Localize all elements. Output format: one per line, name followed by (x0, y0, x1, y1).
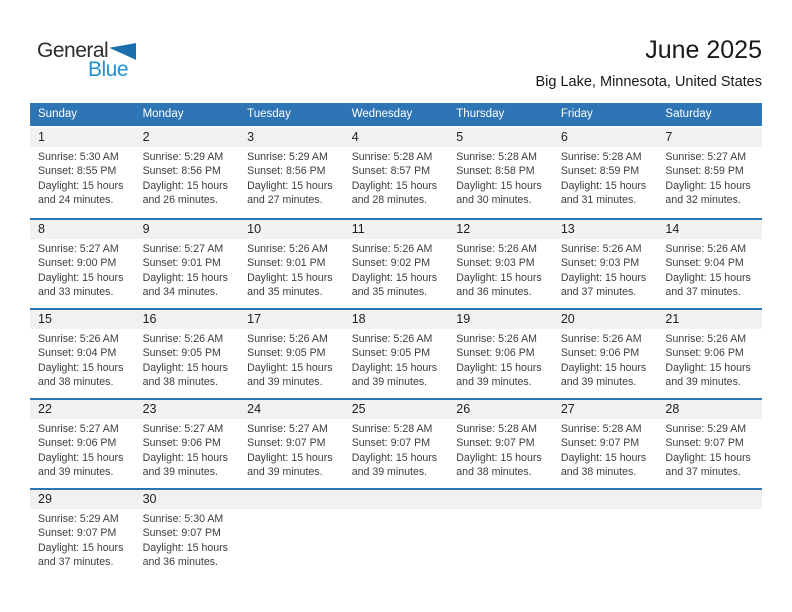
day-detail-line: Sunrise: 5:29 AM (142, 151, 224, 163)
day-detail-line: Daylight: 15 hours (247, 451, 333, 464)
day-detail-line: Sunset: 8:57 PM (351, 165, 431, 178)
day-number: 8 (38, 222, 45, 236)
day-detail-line: and 31 minutes. (560, 194, 637, 207)
day-detail-line: Sunrise: 5:27 AM (665, 151, 747, 163)
weeks-container (30, 128, 762, 578)
day-detail-line: and 36 minutes. (456, 286, 532, 299)
day-cell-details (30, 239, 135, 300)
day-detail-line: and 36 minutes. (142, 556, 218, 569)
day-detail-line: and 39 minutes. (247, 376, 323, 389)
day-detail-line: Daylight: 15 hours (665, 451, 751, 464)
day-number: 5 (456, 130, 464, 144)
day-detail-line: Daylight: 15 hours (38, 179, 124, 192)
day-detail-line: Sunset: 9:04 PM (38, 347, 117, 360)
day-detail-line: Daylight: 15 hours (560, 361, 647, 374)
day-cell-details (239, 239, 344, 300)
day-number: 28 (665, 402, 680, 416)
day-detail-line: Sunset: 9:06 PM (456, 347, 535, 360)
day-number: 22 (38, 402, 52, 416)
day-number-strip (30, 490, 762, 509)
day-number: 29 (38, 492, 52, 506)
day-cell-details (344, 239, 449, 300)
day-number: 16 (142, 312, 157, 326)
day-detail-line: Sunset: 9:01 PM (142, 257, 221, 270)
day-detail-line: and 39 minutes. (142, 466, 218, 479)
day-detail-line: and 38 minutes. (142, 376, 218, 389)
day-cell-details (657, 329, 762, 390)
empty-day-number (657, 490, 762, 509)
day-detail-line: Daylight: 15 hours (38, 451, 124, 464)
day-detail-line: Daylight: 15 hours (142, 179, 228, 192)
day-number-strip (30, 400, 762, 419)
day-detail-line: Sunrise: 5:28 AM (456, 423, 537, 435)
day-cell-details (657, 239, 762, 300)
day-number: 1 (38, 130, 45, 144)
general-blue-logo (37, 40, 136, 80)
weekday-header-tuesday: Tuesday (247, 108, 291, 120)
empty-day-number (239, 490, 344, 509)
day-detail-line: Sunset: 9:03 PM (560, 257, 640, 270)
day-number: 17 (247, 312, 262, 326)
empty-day-cell (553, 509, 658, 570)
day-detail-line: Sunset: 9:07 PM (456, 437, 535, 450)
title-block (312, 36, 762, 90)
day-detail-line: Daylight: 15 hours (247, 361, 333, 374)
day-number: 11 (351, 222, 365, 236)
day-details-row (30, 419, 762, 480)
day-detail-line: Daylight: 15 hours (560, 179, 647, 192)
day-detail-line: Daylight: 15 hours (38, 361, 124, 374)
day-detail-line: Sunset: 9:02 PM (351, 257, 431, 270)
weekday-header-wednesday: Wednesday (351, 108, 413, 120)
day-detail-line: Sunrise: 5:26 AM (560, 243, 642, 255)
day-cell-details (448, 239, 553, 300)
day-number: 21 (665, 312, 680, 326)
day-detail-line: and 39 minutes. (247, 466, 323, 479)
day-detail-line: Sunrise: 5:26 AM (142, 333, 224, 345)
day-detail-line: and 39 minutes. (351, 466, 428, 479)
day-detail-line: Sunset: 8:59 PM (665, 165, 744, 178)
day-detail-line: Sunset: 9:01 PM (247, 257, 326, 270)
day-detail-line: and 39 minutes. (560, 376, 637, 389)
day-detail-line: Sunset: 9:05 PM (142, 347, 221, 360)
day-detail-line: Daylight: 15 hours (38, 541, 124, 554)
day-detail-line: and 32 minutes. (665, 194, 741, 207)
day-detail-line: and 37 minutes. (665, 286, 741, 299)
day-number-strip (30, 128, 762, 147)
week-row (30, 308, 762, 398)
empty-day-cell (657, 509, 762, 570)
day-detail-line: Daylight: 15 hours (665, 271, 751, 284)
day-number: 3 (247, 130, 255, 144)
logo-text-general: General (37, 39, 109, 62)
day-detail-line: Sunset: 9:07 PM (142, 527, 221, 540)
day-detail-line: Sunset: 9:07 PM (665, 437, 744, 450)
day-detail-line: Sunset: 9:03 PM (456, 257, 535, 270)
day-detail-line: Daylight: 15 hours (247, 179, 333, 192)
day-number: 30 (142, 492, 157, 506)
day-detail-line: Sunset: 9:06 PM (142, 437, 221, 450)
day-number: 26 (456, 402, 471, 416)
day-detail-line: Daylight: 15 hours (142, 271, 228, 284)
day-cell-details (448, 147, 553, 208)
day-detail-line: Sunset: 9:07 PM (38, 527, 117, 540)
day-number-strip (30, 220, 762, 239)
day-cell-details (448, 329, 553, 390)
day-detail-line: Sunset: 8:59 PM (560, 165, 640, 178)
day-detail-line: Daylight: 15 hours (142, 541, 228, 554)
day-detail-line: Sunrise: 5:27 AM (247, 423, 328, 435)
day-cell-details (135, 329, 240, 390)
day-detail-line: Sunset: 9:06 PM (665, 347, 744, 360)
empty-day-cell (344, 509, 449, 570)
day-detail-line: Sunrise: 5:27 AM (38, 243, 119, 255)
day-number: 27 (560, 402, 575, 416)
day-detail-line: and 33 minutes. (38, 286, 114, 299)
day-detail-line: Sunrise: 5:27 AM (142, 423, 224, 435)
day-detail-line: Daylight: 15 hours (142, 451, 228, 464)
month-title: June 2025 (645, 36, 762, 64)
day-cell-details (239, 419, 344, 480)
day-number: 10 (247, 222, 262, 236)
day-detail-line: and 27 minutes. (247, 194, 323, 207)
calendar-grid (30, 103, 762, 578)
day-detail-line: Daylight: 15 hours (456, 361, 542, 374)
day-number: 4 (351, 130, 359, 144)
empty-day-number (553, 490, 658, 509)
day-detail-line: and 35 minutes. (351, 286, 428, 299)
day-detail-line: Sunset: 9:07 PM (351, 437, 431, 450)
day-detail-line: Daylight: 15 hours (351, 361, 438, 374)
week-row (30, 128, 762, 218)
day-detail-line: Sunrise: 5:27 AM (38, 423, 119, 435)
week-row (30, 218, 762, 308)
day-detail-line: Sunset: 9:06 PM (38, 437, 117, 450)
day-cell-details (344, 147, 449, 208)
day-cell-details (135, 419, 240, 480)
day-detail-line: and 26 minutes. (142, 194, 218, 207)
day-detail-line: Daylight: 15 hours (351, 271, 438, 284)
day-detail-line: Sunrise: 5:26 AM (247, 333, 328, 345)
day-detail-line: Daylight: 15 hours (665, 361, 751, 374)
day-number: 23 (142, 402, 157, 416)
day-cell-details (553, 419, 658, 480)
day-detail-line: and 35 minutes. (247, 286, 323, 299)
day-number: 14 (665, 222, 680, 236)
day-cell-details (135, 239, 240, 300)
day-detail-line: Daylight: 15 hours (38, 271, 124, 284)
day-detail-line: Daylight: 15 hours (351, 179, 438, 192)
day-number: 18 (351, 312, 366, 326)
weekday-header-saturday: Saturday (665, 108, 712, 120)
day-detail-line: Sunrise: 5:26 AM (560, 333, 642, 345)
day-detail-line: Daylight: 15 hours (456, 271, 542, 284)
day-cell-details (135, 147, 240, 208)
location-subtitle: Big Lake, Minnesota, United States (535, 74, 762, 90)
day-detail-line: Daylight: 15 hours (456, 179, 542, 192)
day-detail-line: Sunrise: 5:28 AM (351, 151, 433, 163)
day-details-row (30, 329, 762, 390)
day-cell-details (657, 147, 762, 208)
day-number: 6 (560, 130, 568, 144)
day-detail-line: Daylight: 15 hours (665, 179, 751, 192)
day-detail-line: Sunset: 8:58 PM (456, 165, 535, 178)
day-detail-line: and 34 minutes. (142, 286, 218, 299)
day-detail-line: and 38 minutes. (38, 376, 114, 389)
day-detail-line: Sunrise: 5:28 AM (560, 423, 642, 435)
empty-day-number (448, 490, 553, 509)
day-detail-line: Sunrise: 5:27 AM (142, 243, 224, 255)
day-detail-line: Sunrise: 5:26 AM (38, 333, 119, 345)
empty-day-cell (448, 509, 553, 570)
day-detail-line: and 38 minutes. (456, 466, 532, 479)
day-number-strip (30, 310, 762, 329)
day-detail-line: and 30 minutes. (456, 194, 532, 207)
day-detail-line: Sunrise: 5:28 AM (456, 151, 537, 163)
day-detail-line: Sunrise: 5:26 AM (456, 243, 537, 255)
week-row (30, 488, 762, 578)
day-detail-line: Sunset: 8:55 PM (38, 165, 117, 178)
day-cell-details (239, 147, 344, 208)
day-cell-details (30, 147, 135, 208)
day-detail-line: Daylight: 15 hours (456, 451, 542, 464)
day-detail-line: Daylight: 15 hours (142, 361, 228, 374)
day-number: 7 (665, 130, 673, 144)
day-detail-line: Daylight: 15 hours (247, 271, 333, 284)
day-detail-line: Sunset: 9:00 PM (38, 257, 117, 270)
day-cell-details (553, 329, 658, 390)
day-number: 24 (247, 402, 262, 416)
day-detail-line: Sunrise: 5:30 AM (38, 151, 119, 163)
day-number: 20 (560, 312, 575, 326)
weekday-header-monday: Monday (142, 108, 184, 120)
day-detail-line: Sunset: 9:05 PM (247, 347, 326, 360)
day-detail-line: Sunset: 8:56 PM (247, 165, 326, 178)
day-detail-line: and 39 minutes. (665, 376, 741, 389)
day-detail-line: Sunrise: 5:26 AM (247, 243, 328, 255)
day-detail-line: Sunrise: 5:29 AM (38, 513, 119, 525)
day-detail-line: and 39 minutes. (456, 376, 532, 389)
day-details-row (30, 239, 762, 300)
day-number: 19 (456, 312, 471, 326)
day-cell-details (448, 419, 553, 480)
day-cell-details (135, 509, 240, 570)
empty-day-cell (239, 509, 344, 570)
day-number: 13 (560, 222, 575, 236)
weekday-header-sunday: Sunday (38, 108, 78, 120)
day-details-row (30, 509, 762, 570)
day-detail-line: Sunrise: 5:29 AM (665, 423, 747, 435)
day-detail-line: Sunrise: 5:26 AM (665, 243, 747, 255)
day-detail-line: and 39 minutes. (38, 466, 114, 479)
day-cell-details (657, 419, 762, 480)
day-detail-line: Sunrise: 5:28 AM (351, 423, 433, 435)
day-cell-details (239, 329, 344, 390)
day-detail-line: Sunset: 9:07 PM (247, 437, 326, 450)
day-detail-line: and 39 minutes. (351, 376, 428, 389)
day-detail-line: and 24 minutes. (38, 194, 114, 207)
day-detail-line: and 37 minutes. (560, 286, 637, 299)
day-detail-line: Daylight: 15 hours (560, 451, 647, 464)
day-cell-details (553, 147, 658, 208)
day-cell-details (30, 509, 135, 570)
day-detail-line: Sunset: 9:04 PM (665, 257, 744, 270)
day-detail-line: Sunrise: 5:28 AM (560, 151, 642, 163)
week-row (30, 398, 762, 488)
weekday-header-thursday: Thursday (456, 108, 505, 120)
weekday-header-friday: Friday (560, 108, 593, 120)
day-detail-line: Sunset: 9:06 PM (560, 347, 640, 360)
day-detail-line: Sunrise: 5:26 AM (351, 333, 433, 345)
day-number: 25 (351, 402, 366, 416)
empty-day-number (344, 490, 449, 509)
day-cell-details (30, 329, 135, 390)
weekday-header-row (30, 103, 762, 126)
day-details-row (30, 147, 762, 208)
day-detail-line: and 38 minutes. (560, 466, 637, 479)
day-detail-line: Sunrise: 5:26 AM (665, 333, 747, 345)
day-detail-line: and 28 minutes. (351, 194, 428, 207)
logo-text-blue: Blue (88, 58, 129, 81)
day-detail-line: Daylight: 15 hours (351, 451, 438, 464)
day-cell-details (553, 239, 658, 300)
day-cell-details (30, 419, 135, 480)
day-detail-line: Sunset: 9:05 PM (351, 347, 431, 360)
day-detail-line: Daylight: 15 hours (560, 271, 647, 284)
day-detail-line: Sunrise: 5:26 AM (351, 243, 433, 255)
day-number: 2 (142, 130, 150, 144)
day-detail-line: Sunrise: 5:30 AM (142, 513, 224, 525)
day-detail-line: and 37 minutes. (665, 466, 741, 479)
day-detail-line: Sunrise: 5:29 AM (247, 151, 328, 163)
day-number: 9 (142, 222, 150, 236)
day-cell-details (344, 329, 449, 390)
day-detail-line: Sunset: 8:56 PM (142, 165, 221, 178)
day-detail-line: and 37 minutes. (38, 556, 114, 569)
day-detail-line: Sunset: 9:07 PM (560, 437, 640, 450)
day-detail-line: Sunrise: 5:26 AM (456, 333, 537, 345)
day-cell-details (344, 419, 449, 480)
day-number: 15 (38, 312, 52, 326)
day-number: 12 (456, 222, 471, 236)
